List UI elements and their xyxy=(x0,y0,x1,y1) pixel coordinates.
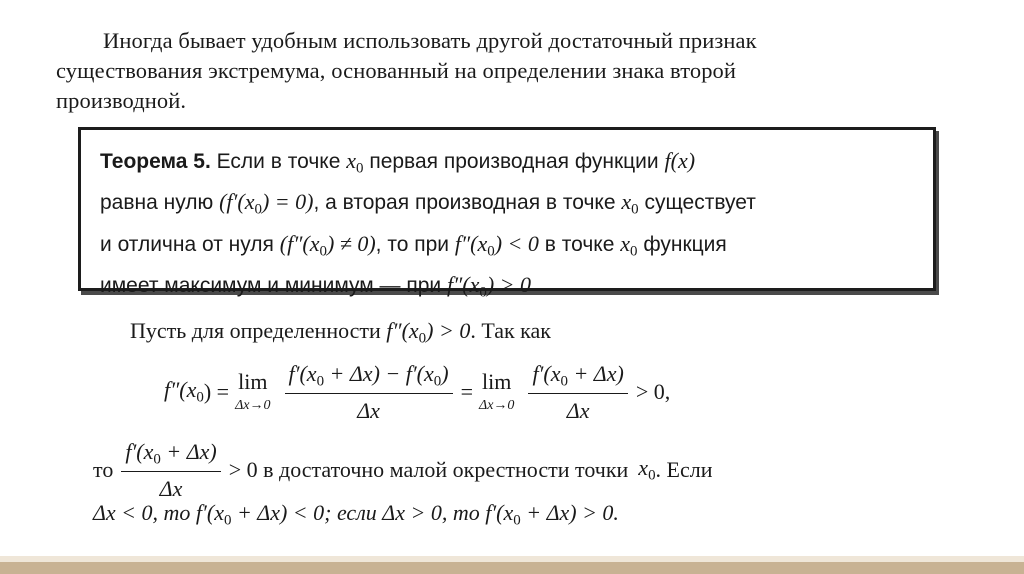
math-sub-0: 0 xyxy=(630,243,638,260)
math-fragment: ) > 0 xyxy=(486,272,532,298)
math-fragment: + Δx) xyxy=(567,360,624,386)
math-x: x xyxy=(550,360,561,386)
fraction-denominator: Δx xyxy=(159,476,183,502)
fraction-denominator: Δx xyxy=(566,398,590,424)
theorem-text-fragment: и отлична от нуля xyxy=(100,232,274,256)
math-x: x xyxy=(620,230,630,256)
theorem-box xyxy=(78,127,936,301)
theorem-line-4 xyxy=(100,268,920,309)
proof-text: > 0 в достаточно малой окрестности точки xyxy=(228,457,629,482)
proof-text: Пусть для определенности xyxy=(130,318,381,343)
math-sub-0: 0 xyxy=(560,373,568,389)
math-x: x xyxy=(621,189,632,215)
math-fragment: ) xyxy=(441,360,449,386)
theorem-line-3 xyxy=(100,227,920,268)
lim-subscript: Δx→0 xyxy=(479,398,515,413)
bottom-bar xyxy=(0,562,1024,574)
math-fragment: + Δx) xyxy=(160,438,217,464)
math-sub-0: 0 xyxy=(254,201,262,218)
math-sub-0: 0 xyxy=(223,512,232,529)
math-x: x xyxy=(503,500,514,525)
intro-paragraph xyxy=(56,26,886,116)
difference-quotient xyxy=(285,361,453,424)
theorem-text-fragment: , а вторая производная в точке xyxy=(313,191,616,215)
quotient-fraction xyxy=(121,439,220,502)
lim-subscript: Δx→0 xyxy=(235,398,271,413)
math-x: x xyxy=(306,360,317,386)
math-sub-0: 0 xyxy=(316,373,325,389)
math-fragment: (f′( xyxy=(219,189,245,215)
fraction-numerator xyxy=(528,361,627,395)
math-fragment: ) = 0) xyxy=(261,189,314,215)
math-sub-0: 0 xyxy=(319,243,327,260)
math-fragment: + Δx) − f′( xyxy=(324,360,424,386)
math-sub-0: 0 xyxy=(631,201,639,218)
math-sub-0: 0 xyxy=(648,467,656,484)
math-fragment: f′( xyxy=(125,438,144,464)
math-fragment: f′( xyxy=(485,500,504,525)
proof-text: то xyxy=(93,457,114,482)
math-fragment: ) < 0 xyxy=(494,230,539,256)
proof-line-3 xyxy=(93,440,713,500)
math-x: x xyxy=(424,360,434,386)
math-sub-0: 0 xyxy=(513,512,521,529)
math-fragment: Δx > 0, то xyxy=(382,500,480,525)
math-x: x xyxy=(477,230,488,256)
limit-operator xyxy=(235,371,270,413)
proof-text: . Если xyxy=(655,457,713,482)
math-x: x xyxy=(186,377,197,403)
math-fragment: f″( xyxy=(447,272,470,298)
math-fragment: > 0, xyxy=(635,379,671,404)
intro-line-1: Иногда бывает удобным использовать другой достаточный признак xyxy=(103,28,757,53)
math-sub-0: 0 xyxy=(479,284,487,301)
math-x: x xyxy=(244,189,255,215)
theorem-text-fragment: имеет максимум и минимум — при xyxy=(100,274,442,298)
math-x: x xyxy=(346,148,356,173)
theorem-text-fragment: равна нулю xyxy=(100,191,214,215)
limit-formula xyxy=(164,360,670,424)
limit-operator xyxy=(479,371,514,413)
theorem-text-fragment: , то при xyxy=(375,232,450,256)
proof-line-1 xyxy=(130,318,551,347)
math-sub-0: 0 xyxy=(153,451,161,467)
math-fragment: + Δx) < 0; если xyxy=(231,500,377,525)
math-x: x xyxy=(309,230,320,256)
math-fragment: f′( xyxy=(195,500,215,525)
math-sub-0: 0 xyxy=(196,389,204,406)
math-fragment: Δx < 0, то xyxy=(93,500,191,525)
math-fragment: ) ≠ 0) xyxy=(326,230,376,256)
fraction-numerator xyxy=(285,361,453,395)
math-x: x xyxy=(214,500,224,525)
math-sub-0: 0 xyxy=(433,373,442,389)
theorem-text-fragment: существует xyxy=(644,191,756,215)
math-fragment: ) = xyxy=(203,379,230,404)
theorem-text-fragment: в точке xyxy=(544,232,615,256)
theorem-text-fragment: первая производная функции xyxy=(369,150,659,173)
proof-text: . Так как xyxy=(470,318,551,343)
fraction-numerator xyxy=(121,439,220,473)
math-equals: = xyxy=(460,379,473,404)
math-sub-0: 0 xyxy=(356,160,364,177)
theorem-line-1 xyxy=(100,144,920,185)
lim-word: lim xyxy=(238,369,268,394)
lim-word: lim xyxy=(482,369,512,394)
intro-line-2: существования экстремума, основанный на определении знака второй xyxy=(56,58,737,83)
math-x: x xyxy=(469,272,480,298)
fraction-denominator: Δx xyxy=(357,398,380,424)
math-sub-0: 0 xyxy=(487,243,495,260)
proof-line-4 xyxy=(93,500,619,529)
math-x: x xyxy=(408,318,419,343)
intro-line-3: производной. xyxy=(56,88,187,113)
math-fragment: (f″( xyxy=(279,230,310,256)
theorem-title: Теорема 5. xyxy=(100,150,211,173)
theorem-text xyxy=(100,144,920,310)
theorem-text-fragment: функция xyxy=(643,232,727,256)
math-fragment: ) > 0 xyxy=(426,318,471,343)
math-fragment: f″( xyxy=(386,318,409,343)
math-sub-0: 0 xyxy=(418,330,427,347)
math-fragment: + Δx) > 0. xyxy=(520,500,619,525)
math-fragment: f″( xyxy=(454,230,478,256)
math-x: x xyxy=(143,438,154,464)
theorem-line-2 xyxy=(100,185,920,226)
math-x: x xyxy=(638,455,649,481)
math-fragment: f′( xyxy=(532,360,551,386)
math-fragment: f″( xyxy=(164,377,187,403)
quotient-fraction xyxy=(528,361,627,424)
theorem-text-fragment: Если в точке xyxy=(216,150,341,173)
math-fx: f(x) xyxy=(664,148,696,173)
math-fragment: f′( xyxy=(288,360,307,386)
